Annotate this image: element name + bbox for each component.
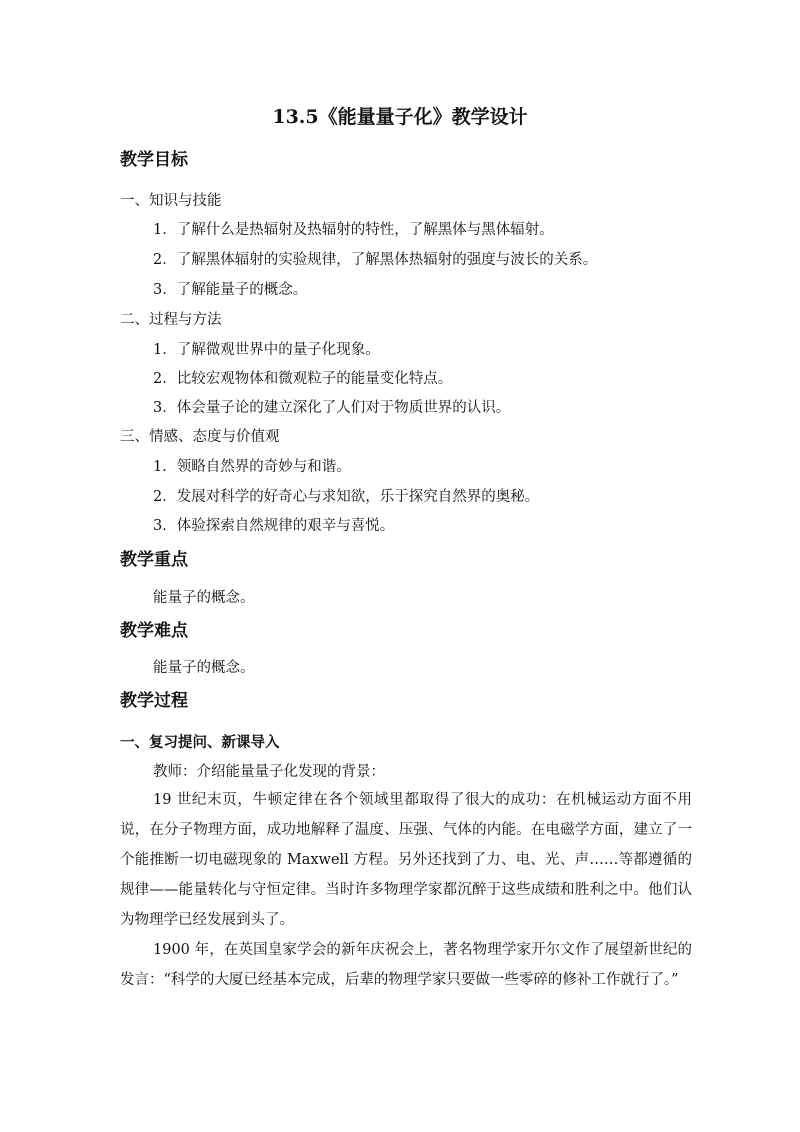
- difficulty-text: 能量子的概念。: [153, 660, 255, 676]
- objective-item: 2．比较宏观物体和微观粒子的能量变化特点。: [153, 371, 453, 387]
- objective-item: 2．发展对科学的好奇心与求知欲，乐于探究自然界的奥秘。: [153, 489, 540, 505]
- objective-group-label: 二、过程与方法: [120, 312, 222, 328]
- objectives-heading: 教学目标: [120, 150, 188, 170]
- process-heading: 教学过程: [120, 691, 188, 711]
- key-point-text: 能量子的概念。: [153, 590, 255, 606]
- paragraph-background: 19 世纪末页，牛顿定律在各个领域里都取得了很大的成功：在机械运动方面不用说，在分子物理方面，成功地解释了温度、压强、气体的内能。在电磁学方面，建立了一个能推断一切电磁现象的 Maxwell 方程。另外还找到了力、电、光、声……等都遵循的规律——能量转化与守恒定律。当时许多物理学家都沉醉于这些成绩和胜利之中。他们认为物理学已经发展到头了。: [120, 792, 692, 928]
- objective-item: 2．了解黑体辐射的实验规律，了解黑体热辐射的强度与波长的关系。: [153, 252, 598, 268]
- teacher-line: 教师：介绍能量量子化发现的背景：: [153, 764, 385, 780]
- objective-item: 3．体会量子论的建立深化了人们对于物质世界的认识。: [153, 400, 511, 416]
- difficulty-heading: 教学难点: [120, 621, 188, 641]
- paragraph-kelvin: 1900 年，在英国皇家学会的新年庆祝会上，著名物理学家开尔文作了展望新世纪的发言：“科学的大厦已经基本完成，后辈的物理学家只要做一些零碎的修补工作就行了。”: [120, 942, 692, 988]
- objective-group-label: 三、情感、态度与价值观: [120, 429, 280, 445]
- objective-item: 1．了解什么是热辐射及热辐射的特性，了解黑体与黑体辐射。: [153, 222, 554, 238]
- objective-item: 3．了解能量子的概念。: [153, 282, 308, 298]
- page-title: 13.5《能量量子化》教学设计: [272, 106, 528, 128]
- key-point-heading: 教学重点: [120, 550, 188, 570]
- process-section-title: 一、复习提问、新课导入: [120, 734, 280, 751]
- objective-group-label: 一、知识与技能: [120, 193, 222, 209]
- objective-item: 1．领略自然界的奇妙与和谐。: [153, 459, 351, 475]
- objective-item: 1．了解微观世界中的量子化现象。: [153, 342, 380, 358]
- objective-item: 3．体验探索自然规律的艰辛与喜悦。: [153, 518, 395, 534]
